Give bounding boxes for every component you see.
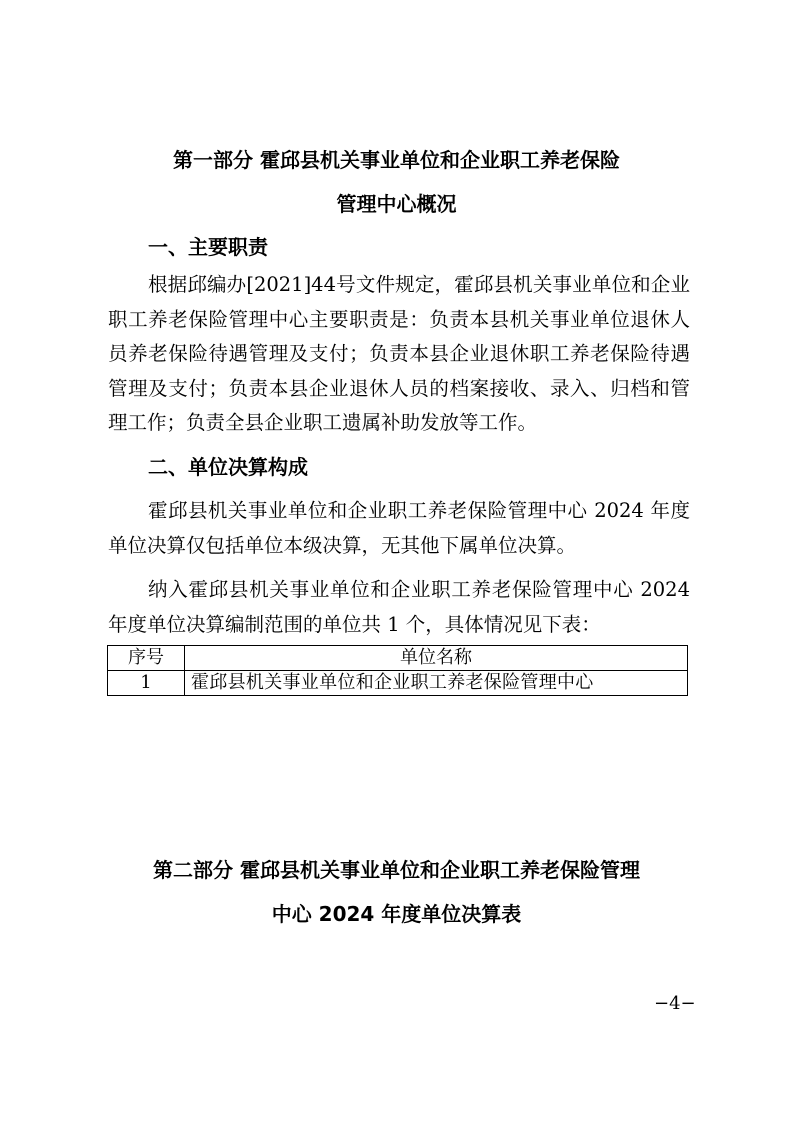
section1-body: 根据邱编办[2021]44号文件规定，霍邱县机关事业单位和企业职工养老保险管理中心主要职责是：负责本县机关事业单位退休人员养老保险待遇管理及支付；负责本县企业退休职工养老保险待遇管理及支付；负责本县企业退休人员的档案接收、录入、归档和管理工作；负责全县企业职工遗属补助发放等工作。 [108,273,690,434]
part2-title-line2: 中心 2024 年度单位决算表 [271,902,522,926]
table-row [108,671,688,696]
part1-title-line1: 第一部分 霍邱县机关事业单位和企业职工养老保险 [173,148,620,172]
row-unit-name: 霍邱县机关事业单位和企业职工养老保险管理中心 [185,671,688,696]
header-serial: 序号 [108,646,185,671]
part1-title-line2: 管理中心概况 [336,192,457,216]
page-number: −4− [654,993,696,1014]
section2-heading: 二、单位决算构成 [148,455,308,479]
part2-title-line1: 第二部分 霍邱县机关事业单位和企业职工养老保险管理 [153,858,640,882]
header-unit-name: 单位名称 [185,646,688,671]
section2-para1: 霍邱县机关事业单位和企业职工养老保险管理中心 2024 年度单位决算仅包括单位本级决算，无其他下属单位决算。 [108,499,690,557]
units-table [107,645,688,696]
section2-para2: 纳入霍邱县机关事业单位和企业职工养老保险管理中心 2024 年度单位决算编制范围的单位共 1 个，具体情况见下表： [108,578,690,636]
table-header-row [108,646,688,671]
section1-heading: 一、主要职责 [148,235,268,259]
row-serial: 1 [108,671,185,696]
